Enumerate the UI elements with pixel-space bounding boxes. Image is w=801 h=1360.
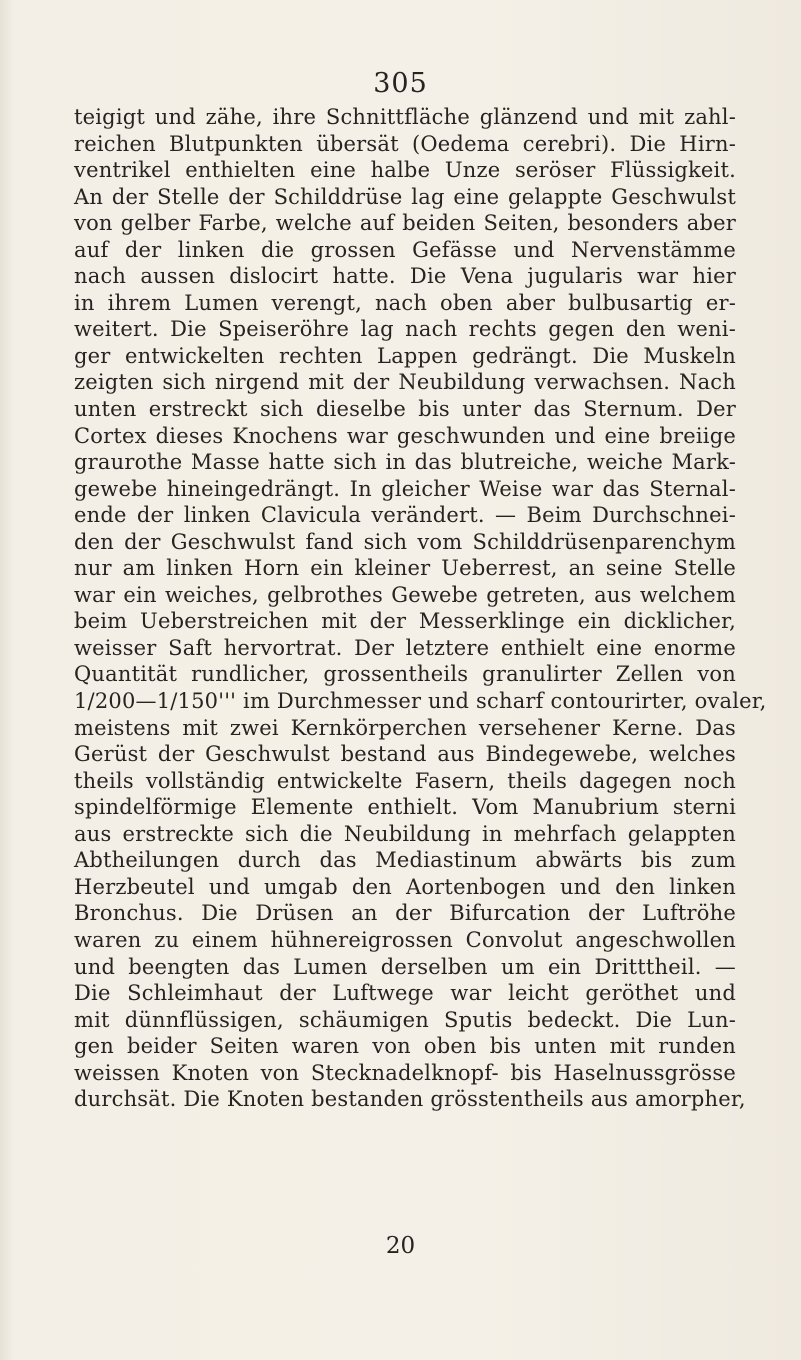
text-line: 1/200—1/150''' im Durchmesser und scharf contourirter, ovaler, (74, 689, 767, 714)
text-line: weisser Saft hervortrat. Der letztere enthielt eine enorme (74, 635, 736, 660)
text-line: ventrikel enthielten eine halbe Unze seröser Flüssigkeit. (74, 158, 736, 183)
text-line: den der Geschwulst fand sich vom Schilddrüsenparenchym (74, 529, 736, 554)
text-line: nur am linken Horn ein kleiner Ueberrest, an seine Stelle (74, 556, 736, 581)
text-line: mit dünnflüssigen, schäumigen Sputis bedeckt. Die Lun- (74, 1007, 736, 1032)
text-line: theils vollständig entwickelte Fasern, theils dagegen noch (74, 768, 736, 793)
text-line: ger entwickelten rechten Lappen gedrängt. Die Muskeln (74, 343, 736, 368)
text-line: ende der linken Clavicula verändert. — Beim Durchschnei- (74, 503, 736, 528)
text-line: An der Stelle der Schilddrüse lag eine gelappte Geschwulst (74, 184, 736, 209)
text-line: spindelförmige Elemente enthielt. Vom Manubrium sterni (74, 795, 736, 820)
text-line: Quantität rundlicher, grossentheils granulirter Zellen von (74, 662, 736, 687)
text-line: unten erstreckt sich dieselbe bis unter das Sternum. Der (74, 397, 736, 422)
page-number: 305 (373, 68, 428, 99)
text-line: gen beider Seiten waren von oben bis unten mit runden (74, 1034, 736, 1059)
text-line: meistens mit zwei Kernkörperchen versehener Kerne. Das (74, 715, 736, 740)
text-line: teigigt und zähe, ihre Schnittfläche glänzend und mit zahl- (74, 105, 736, 129)
text-line: war ein weiches, gelbrothes Gewebe getreten, aus welchem (74, 582, 736, 607)
text-line: weissen Knoten von Stecknadelknopf- bis Haselnussgrösse (74, 1060, 736, 1085)
text-line: waren zu einem hühnereigrossen Convolut angeschwollen (74, 927, 736, 952)
text-line: Abtheilungen durch das Mediastinum abwärts bis zum (74, 848, 736, 873)
text-line: von gelber Farbe, welche auf beiden Seiten, besonders aber (74, 211, 736, 236)
text-line: Cortex dieses Knochens war geschwunden und eine breiige (74, 423, 736, 448)
body-text (74, 104, 767, 1113)
text-line: graurothe Masse hatte sich in das blutreiche, weiche Mark- (74, 450, 736, 475)
text-line: und beengten das Lumen derselben um ein Dritttheil. — (74, 954, 736, 979)
text-line: Bronchus. Die Drüsen an der Bifurcation der Luftröhe (74, 901, 736, 926)
text-line: beim Ueberstreichen mit der Messerklinge ein dicklicher, (74, 609, 736, 634)
text-line: Gerüst der Geschwulst bestand aus Bindegewebe, welches (74, 742, 736, 767)
text-line: auf der linken die grossen Gefässe und Nervenstämme (74, 237, 736, 262)
text-line: in ihrem Lumen verengt, nach oben aber bulbusartig er- (74, 290, 736, 315)
text-line: Herzbeutel und umgab den Aortenbogen und den linken (74, 874, 736, 899)
text-line: nach aussen dislocirt hatte. Die Vena jugularis war hier (74, 264, 736, 289)
text-line: reichen Blutpunkten übersät (Oedema cerebri). Die Hirn- (74, 131, 736, 156)
text-line: zeigten sich nirgend mit der Neubildung verwachsen. Nach (74, 370, 736, 395)
text-line: gewebe hineingedrängt. In gleicher Weise war das Sternal- (74, 476, 736, 501)
printer-signature: 20 (385, 1233, 416, 1259)
text-line: weitert. Die Speiseröhre lag nach rechts gegen den weni- (74, 317, 736, 342)
text-line: Die Schleimhaut der Luftwege war leicht geröthet und (74, 981, 736, 1006)
text-line: aus erstreckte sich die Neubildung in mehrfach gelappten (74, 821, 736, 846)
text-line: durchsät. Die Knoten bestanden grösstentheils aus amorpher, (74, 1087, 746, 1112)
